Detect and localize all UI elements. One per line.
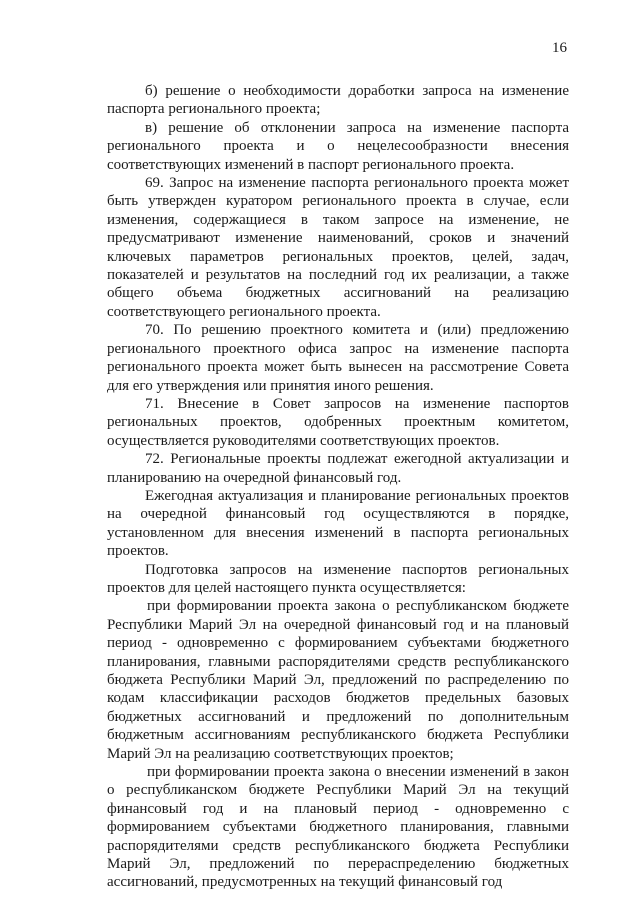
paragraph-69: 69. Запрос на изменение паспорта регионального проекта может быть утвержден куратором регионального проекта в случае, если изменения, содержащиеся в таком запросе на изменение, не предусматривают изменение наименований, сроков и значений ключевых параметров региональных проектов, целей, задач, показателей и результатов на последний год их реализации, а также общего объема бюджетных ассигнований на реализацию соответствующего регионального проекта. bbox=[107, 175, 569, 320]
paragraph-preparation: Подготовка запросов на изменение паспортов региональных проектов для целей настоящего пункта осуществляется: bbox=[107, 561, 569, 596]
paragraph-72: 72. Региональные проекты подлежат ежегодной актуализации и планированию на очередной финансовый год. bbox=[107, 451, 569, 486]
paragraph-budget-law-amendment: при формировании проекта закона о внесении изменений в закон о республиканском бюджете Республики Марий Эл на текущий финансовый год и на плановый период - одновременно с формированием субъектами бюджетного планирования, главными распорядителями средств республиканского бюджета Республики Марий Эл, предложений по перераспределению бюджетных ассигнований, предусмотренных на текущий финансовый год bbox=[107, 764, 569, 891]
paragraph-v: в) решение об отклонении запроса на изменение паспорта регионального проекта и о нецелесообразности внесения соответствующих изменений в паспорт регионального проекта. bbox=[107, 119, 569, 173]
page-number: 16 bbox=[552, 40, 567, 56]
paragraph-annual-update: Ежегодная актуализация и планирование региональных проектов на очередной финансовый год осуществляются в порядке, установленном для внесения изменений в паспорта региональных проектов. bbox=[107, 487, 569, 560]
paragraph-budget-law-draft: при формировании проекта закона о республиканском бюджете Республики Марий Эл на очередной финансовый год и на плановый период - одновременно с формированием субъектами бюджетного планирования, главными распорядителями средств республиканского бюджета Республики Марий Эл, предложений по распределению по кодам классификации расходов бюджетов предельных базовых бюджетных ассигнований и предложений по дополнительным бюджетным ассигнованиям республиканского бюджета Республики Марий Эл на реализацию соответствующих проектов; bbox=[107, 598, 569, 762]
paragraph-b: б) решение о необходимости доработки запроса на изменение паспорта регионального проекта; bbox=[107, 83, 569, 118]
document-body bbox=[107, 82, 569, 892]
paragraph-71: 71. Внесение в Совет запросов на изменение паспортов региональных проектов, одобренных проектным комитетом, осуществляется руководителями соответствующих проектов. bbox=[107, 395, 569, 449]
paragraph-70: 70. По решению проектного комитета и (или) предложению регионального проектного офиса запрос на изменение паспорта регионального проекта может быть вынесен на рассмотрение Совета для его утверждения или принятия иного решения. bbox=[107, 322, 569, 394]
